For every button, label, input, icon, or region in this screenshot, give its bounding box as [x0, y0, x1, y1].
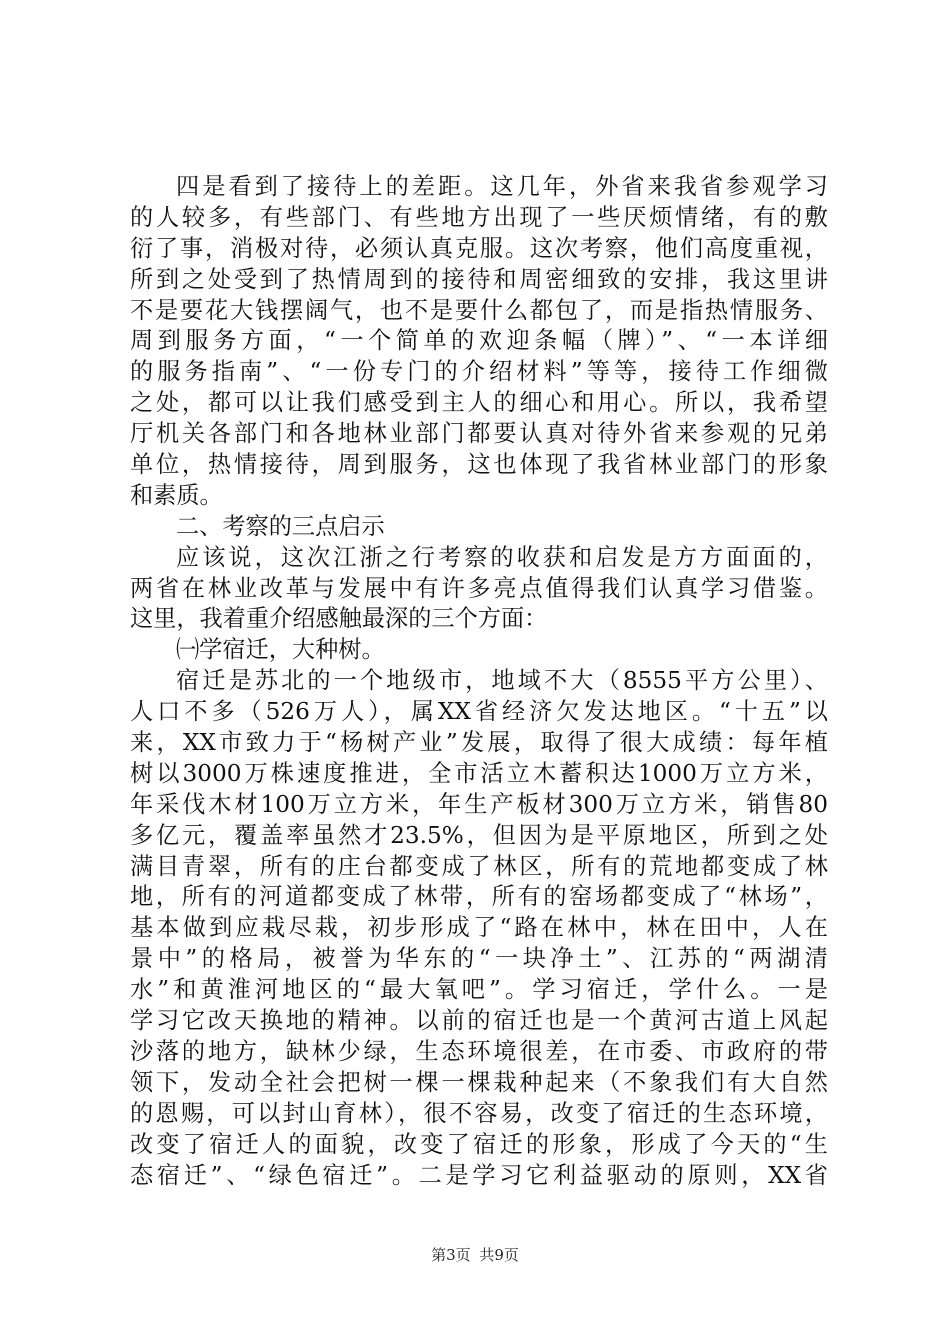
- text-line: 应该说，这次江浙之行考察的收获和启发是方方面面的，: [176, 543, 828, 571]
- text-line: 周到服务方面，“一个简单的欢迎条幅（牌）”、“一本详细: [130, 327, 828, 355]
- text-line: 地，所有的河道都变成了林带，所有的窑场都变成了“林场”，: [130, 883, 828, 911]
- text-line: 单位，热情接待，周到服务，这也体现了我省林业部门的形象: [130, 451, 828, 479]
- text-line: 沙落的地方，缺林少绿，生态环境很差，在市委、市政府的带: [130, 1037, 828, 1065]
- text-line: 这里，我着重介绍感触最深的三个方面：: [130, 605, 548, 633]
- page-footer: [0, 1244, 950, 1265]
- text-line: 多亿元，覆盖率虽然才23.5%，但因为是平原地区，所到之处: [130, 821, 828, 849]
- text-line: 年采伐木材100万立方米，年生产板材300万立方米，销售80: [130, 790, 828, 818]
- text-line: 来，XX市致力于“杨树产业”发展，取得了很大成绩：每年植: [130, 729, 828, 757]
- text-line: 二、考察的三点启示: [176, 512, 385, 540]
- text-line: 满目青翠，所有的庄台都变成了林区，所有的荒地都变成了林: [130, 852, 828, 880]
- text-line: 之处，都可以让我们感受到主人的细心和用心。所以，我希望: [130, 389, 828, 417]
- text-line: 厅机关各部门和各地林业部门都要认真对待外省来参观的兄弟: [130, 420, 828, 448]
- text-line: 基本做到应栽尽栽，初步形成了“路在林中，林在田中，人在: [130, 914, 828, 942]
- page-total: 共9页: [479, 1246, 519, 1264]
- text-line: 景中”的格局，被誉为华东的“一块净土”、江苏的“两湖清: [130, 945, 828, 973]
- text-line: 和素质。: [130, 481, 223, 509]
- text-line: 不是要花大钱摆阔气，也不是要什么都包了，而是指热情服务、: [130, 296, 828, 324]
- text-line: 所到之处受到了热情周到的接待和周密细致的安排，我这里讲: [130, 265, 828, 293]
- document-body: [130, 172, 828, 1191]
- text-line: 态宿迁”、“绿色宿迁”。二是学习它利益驱动的原则，XX省: [130, 1161, 828, 1189]
- text-line: 树以3000万株速度推进，全市活立木蓄积达1000万立方米，: [130, 759, 828, 787]
- page-number: 第3页: [431, 1246, 471, 1264]
- text-line: 的服务指南”、“一份专门的介绍材料”等等，接待工作细微: [130, 358, 828, 386]
- text-line: 领下，发动全社会把树一棵一棵栽种起来（不象我们有大自然: [130, 1068, 828, 1096]
- text-line: 学习它改天换地的精神。以前的宿迁也是一个黄河古道上风起: [130, 1007, 828, 1035]
- text-line: 的恩赐，可以封山育林），很不容易，改变了宿迁的生态环境，: [130, 1099, 828, 1127]
- text-line: 的人较多，有些部门、有些地方出现了一些厌烦情绪，有的敷: [130, 203, 828, 231]
- text-line: 衍了事，消极对待，必须认真克服。这次考察，他们高度重视，: [130, 234, 828, 262]
- text-line: ㈠学宿迁，大种树。: [176, 636, 385, 664]
- text-line: 四是看到了接待上的差距。这几年，外省来我省参观学习: [176, 173, 828, 200]
- text-line: 两省在林业改革与发展中有许多亮点值得我们认真学习借鉴。: [130, 574, 828, 602]
- text-line: 人口不多（526万人），属XX省经济欠发达地区。“十五”以: [130, 698, 828, 726]
- text-line: 改变了宿迁人的面貌，改变了宿迁的形象，形成了今天的“生: [130, 1130, 828, 1158]
- text-line: 宿迁是苏北的一个地级市，地域不大（8555平方公里）、: [176, 667, 828, 695]
- text-line: 水”和黄淮河地区的“最大氧吧”。学习宿迁，学什么。一是: [130, 976, 828, 1004]
